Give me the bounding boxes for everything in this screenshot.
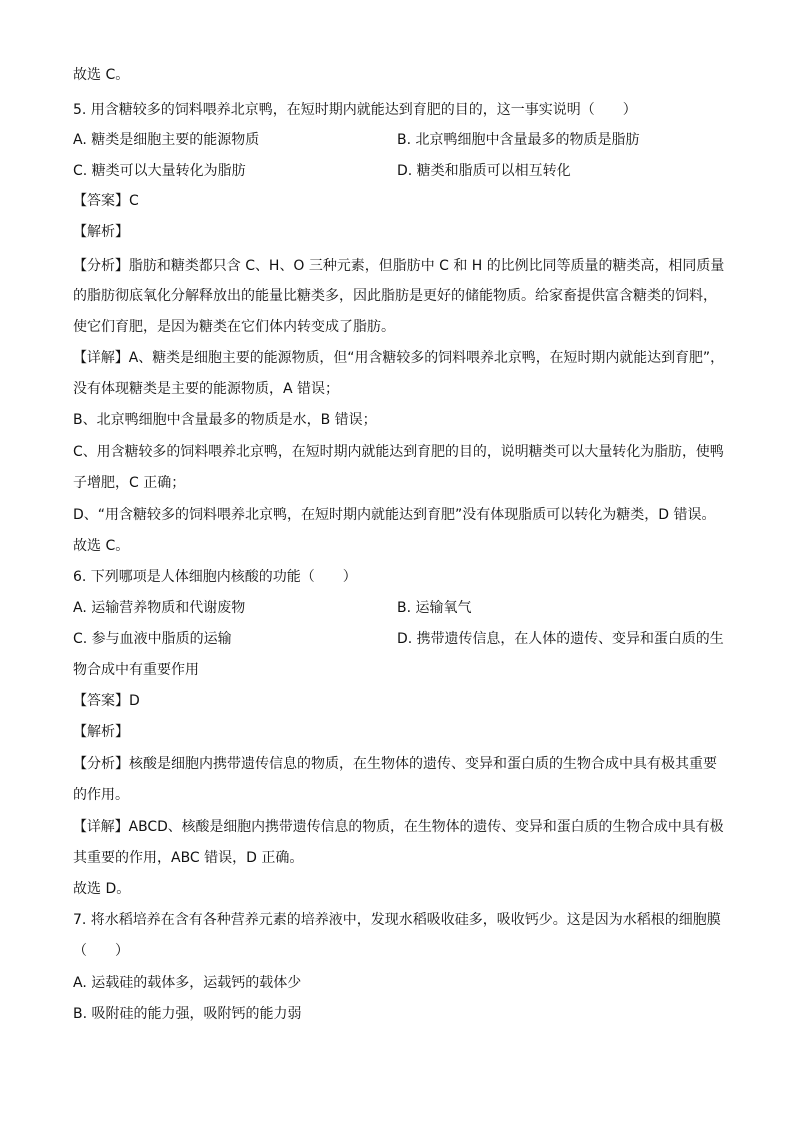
question-6-option-d-continued: 物合成中有重要作用 (73, 662, 199, 678)
detail-paragraph-line: B、北京鸭细胞中含量最多的物质是水，B 错误； (73, 412, 377, 428)
analysis-paragraph-line: 使它们育肥，是因为糖类在它们体内转变成了脂肪。 (73, 319, 395, 335)
question-6-option-a: A. 运输营养物质和代谢废物 (73, 600, 246, 616)
question-5-option-a: A. 糖类是细胞主要的能源物质 (73, 132, 260, 148)
conclusion-line: 故选 C。 (73, 67, 130, 83)
question-7-option-a: A. 运载硅的载体多，运载钙的载体少 (73, 975, 302, 991)
analysis-paragraph-line: 的作用。 (73, 787, 129, 803)
question-5-option-d: D. 糖类和脂质可以相互转化 (397, 163, 571, 179)
detail-paragraph-line: D、“用含糖较多的饲料喂养北京鸭，在短时期内就能达到育肥”没有体现脂质可以转化为糖类，D 错误。 (73, 507, 716, 523)
question-6-stem: 6. 下列哪项是人体细胞内核酸的功能（ ） (73, 569, 357, 585)
detail-paragraph-line: 其重要的作用，ABC 错误，D 正确。 (73, 850, 304, 866)
detail-paragraph-line: 子增肥，C 正确； (73, 475, 186, 491)
detail-paragraph-line: C、用含糖较多的饲料喂养北京鸭，在短时期内就能达到育肥的目的，说明糖类可以大量转化为脂肪，使鸭 (73, 444, 724, 460)
analysis-paragraph-line: 【分析】脂肪和糖类都只含 C、H、O 三种元素，但脂肪中 C 和 H 的比例比同等质量的糖类高，相同质量 (73, 258, 725, 274)
conclusion-line: 故选 D。 (73, 881, 131, 897)
detail-paragraph-line: 没有体现糖类是主要的能源物质，A 错误； (73, 381, 340, 397)
answer-line: 【答案】C (73, 193, 139, 209)
explanation-heading: 【解析】 (73, 224, 129, 240)
answer-line: 【答案】D (73, 693, 140, 709)
question-6-option-b: B. 运输氧气 (397, 600, 472, 616)
question-6-option-d: D. 携带遗传信息，在人体的遗传、变异和蛋白质的生 (397, 631, 724, 647)
question-5-option-b: B. 北京鸭细胞中含量最多的物质是脂肪 (397, 132, 640, 148)
question-5-stem: 5. 用含糖较多的饲料喂养北京鸭，在短时期内就能达到育肥的目的，这一事实说明（ ） (73, 102, 637, 118)
question-7-option-b: B. 吸附硅的能力强，吸附钙的能力弱 (73, 1006, 302, 1022)
analysis-paragraph-line: 的脂肪彻底氧化分解释放出的能量比糖类多，因此脂肪是更好的储能物质。给家畜提供富含糖类的饲料， (73, 288, 717, 304)
explanation-heading: 【解析】 (73, 724, 129, 740)
question-6-option-c: C. 参与血液中脂质的运输 (73, 631, 232, 647)
detail-paragraph-line: 【详解】ABCD、核酸是细胞内携带遗传信息的物质，在生物体的遗传、变异和蛋白质的生物合成中具有极 (73, 819, 724, 835)
analysis-paragraph-line: 【分析】核酸是细胞内携带遗传信息的物质，在生物体的遗传、变异和蛋白质的生物合成中具有极其重要 (73, 756, 717, 772)
detail-paragraph-line: 【详解】A、糖类是细胞主要的能源物质，但“用含糖较多的饲料喂养北京鸭，在短时期内就能达到育肥”， (73, 350, 725, 366)
question-7-stem-continued: （ ） (73, 943, 129, 959)
question-7-stem: 7. 将水稻培养在含有各种营养元素的培养液中，发现水稻吸收硅多，吸收钙少。这是因为水稻根的细胞膜 (73, 912, 721, 928)
question-5-option-c: C. 糖类可以大量转化为脂肪 (73, 163, 246, 179)
conclusion-line: 故选 C。 (73, 538, 130, 554)
